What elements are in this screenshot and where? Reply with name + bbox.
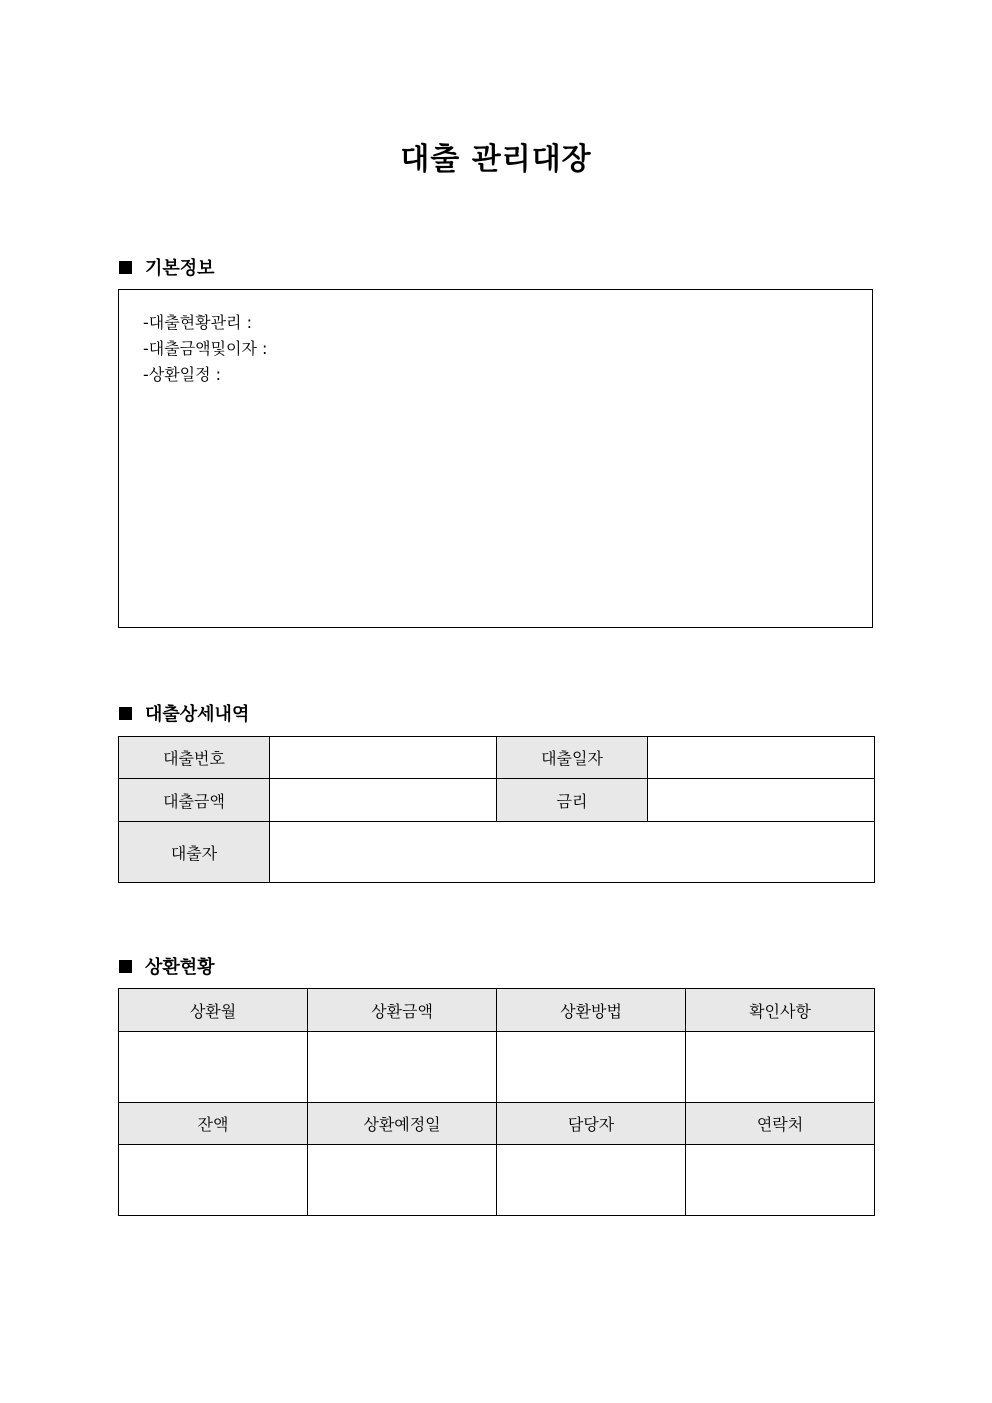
borrower-field[interactable] [270,822,875,883]
repayment-status-table [118,988,875,1216]
repayment-method-header: 상환방법 [497,989,686,1032]
confirmation-notes-cell[interactable] [686,1032,875,1103]
interest-rate-field[interactable] [648,779,875,822]
section-heading-repayment-status [119,953,215,979]
repayment-amount-cell[interactable] [308,1032,497,1103]
balance-cell[interactable] [119,1145,308,1216]
section-heading-label: 대출상세내역 [145,704,250,725]
repayment-month-cell[interactable] [119,1032,308,1103]
square-bullet-icon [119,707,132,720]
page-title: 대출 관리대장 [400,142,592,177]
person-in-charge-header: 담당자 [497,1103,686,1145]
repayment-method-cell[interactable] [497,1032,686,1103]
balance-header: 잔액 [119,1103,308,1145]
confirmation-notes-header: 확인사항 [686,989,875,1032]
repayment-amount-header: 상환금액 [308,989,497,1032]
loan-details-table [118,736,875,883]
section-heading-label: 상환현황 [145,957,215,978]
interest-rate-label: 금리 [497,779,648,822]
repayment-month-header: 상환월 [119,989,308,1032]
loan-number-label: 대출번호 [119,737,270,779]
contact-header: 연락처 [686,1103,875,1145]
info-line-loan-amount-interest: -대출금액및이자 : [143,339,268,358]
loan-amount-label: 대출금액 [119,779,270,822]
basic-info-box[interactable] [118,289,873,628]
borrower-label: 대출자 [119,822,270,883]
scheduled-repayment-date-header: 상환예정일 [308,1103,497,1145]
square-bullet-icon [119,960,132,973]
person-in-charge-cell[interactable] [497,1145,686,1216]
section-heading-label: 기본정보 [145,258,215,279]
info-line-repayment-schedule: -상환일정 : [143,365,222,384]
loan-date-field[interactable] [648,737,875,779]
section-heading-loan-details [119,700,249,726]
section-heading-basic-info [119,254,215,280]
loan-number-field[interactable] [270,737,497,779]
scheduled-repayment-date-cell[interactable] [308,1145,497,1216]
square-bullet-icon [119,261,132,274]
contact-cell[interactable] [686,1145,875,1216]
loan-amount-field[interactable] [270,779,497,822]
info-line-loan-status: -대출현황관리 : [143,313,252,332]
loan-date-label: 대출일자 [497,737,648,779]
